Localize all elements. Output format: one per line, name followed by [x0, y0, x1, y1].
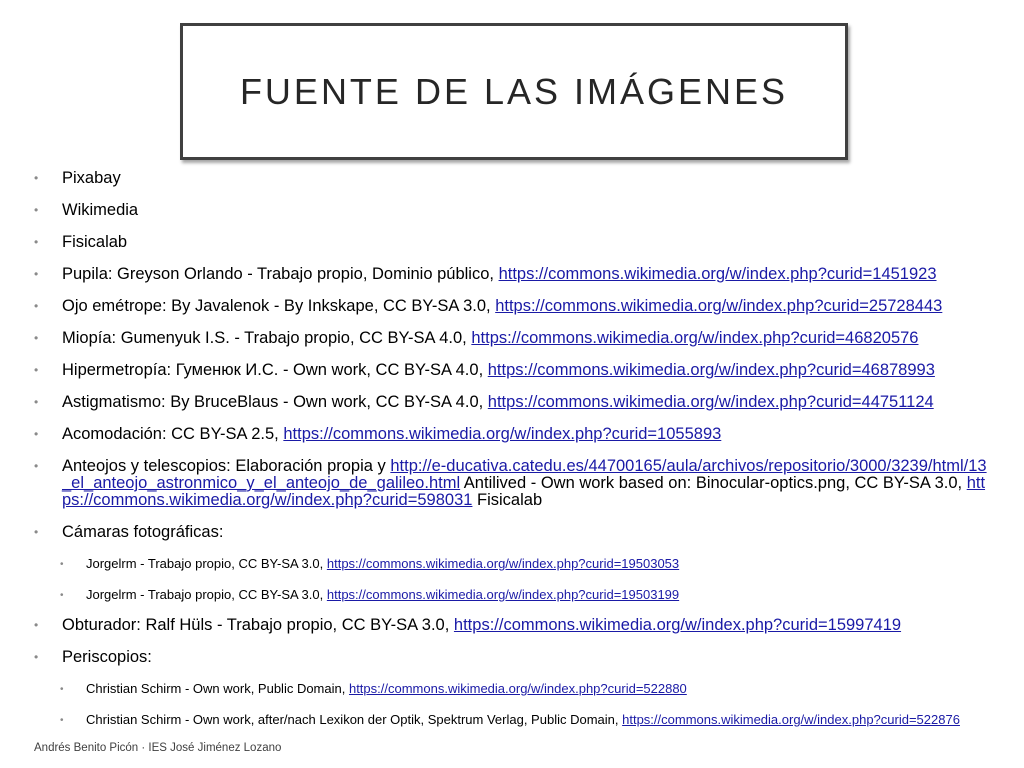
source-link[interactable]: https://commons.wikimedia.org/w/index.php?curid=25728443: [495, 297, 943, 315]
bullet-icon: •: [60, 684, 64, 695]
source-link[interactable]: https://commons.wikimedia.org/w/index.php?curid=46878993: [487, 361, 935, 379]
item-text: Anteojos y telescopios: Elaboración propia y: [62, 457, 391, 475]
item-text: Christian Schirm - Own work, Public Domain,: [86, 681, 349, 696]
item-text: Wikimedia: [62, 201, 139, 219]
bullet-icon: •: [34, 618, 39, 632]
item-text: Pupila: Greyson Orlando - Trabajo propio, Dominio público,: [62, 265, 499, 283]
item-text: Obturador: Ralf Hüls - Trabajo propio, CC BY-SA 3.0,: [62, 616, 454, 634]
bullet-icon: •: [34, 650, 39, 664]
item-text: Christian Schirm - Own work, after/nach Lexikon der Optik, Spektrum Verlag, Public Domain,: [86, 712, 623, 727]
bullet-icon: •: [34, 235, 39, 249]
source-link[interactable]: https://commons.wikimedia.org/w/index.php?curid=44751124: [487, 393, 934, 411]
item-text: Hipermetropía: Гуменюк И.С. - Own work, CC BY-SA 4.0,: [62, 361, 488, 379]
item-text: Jorgelrm - Trabajo propio, CC BY-SA 3.0,: [86, 556, 327, 571]
bullet-icon: •: [60, 559, 64, 570]
item-text: Periscopios:: [62, 648, 152, 666]
bullet-icon: •: [34, 171, 39, 185]
bullet-icon: •: [34, 363, 39, 377]
item-text: Antilived - Own work based on: Binocular-optics.png, CC BY-SA 3.0,: [460, 474, 967, 492]
item-text: Jorgelrm - Trabajo propio, CC BY-SA 3.0,: [86, 587, 327, 602]
item-text: Acomodación: CC BY-SA 2.5,: [62, 425, 284, 443]
item-text: Astigmatismo: By BruceBlaus - Own work, CC BY-SA 4.0,: [62, 393, 488, 411]
list-item: [34, 298, 994, 315]
sub-list-item: [60, 555, 994, 572]
item-text: Fisicalab: [472, 491, 543, 509]
bullet-list: [34, 170, 994, 742]
bullet-icon: •: [60, 590, 64, 601]
source-link[interactable]: https://commons.wikimedia.org/w/index.php?curid=19503053: [326, 556, 680, 571]
item-text: Fisicalab: [62, 233, 128, 251]
source-link[interactable]: https://commons.wikimedia.org/w/index.php?curid=19503199: [326, 587, 680, 602]
title-box: [180, 23, 848, 160]
source-link[interactable]: https://commons.wikimedia.org/w/index.php?curid=1055893: [283, 425, 722, 443]
item-text: Miopía: Gumenyuk I.S. - Trabajo propio, CC BY-SA 4.0,: [62, 329, 472, 347]
source-link[interactable]: https://commons.wikimedia.org/w/index.php?curid=522880: [348, 681, 687, 696]
footer-credit: Andrés Benito Picón · IES José Jiménez Lozano: [34, 742, 282, 754]
item-text: Pixabay: [62, 169, 121, 187]
source-link[interactable]: http://e-ducativa.catedu.es/44700165/aula/archivos/repositorio/3000/3239/html/13_el_anteojo_astronmico_y_el_anteojo_de_galileo.html: [62, 457, 987, 492]
list-item-anteojos: [34, 458, 994, 509]
list-item: [34, 426, 994, 443]
bullet-icon: •: [34, 203, 39, 217]
list-item: [34, 362, 994, 379]
list-item-obturador: [34, 617, 994, 634]
sub-list-item: [60, 711, 994, 728]
source-link[interactable]: https://commons.wikimedia.org/w/index.php?curid=1451923: [498, 265, 937, 283]
list-item: [34, 394, 994, 411]
bullet-icon: •: [34, 395, 39, 409]
bullet-icon: •: [60, 715, 64, 726]
list-item: [34, 266, 994, 283]
page-title: FUENTE DE LAS IMÁGENES: [239, 70, 789, 112]
bullet-icon: •: [34, 331, 39, 345]
list-item-camaras: [34, 524, 994, 541]
source-link[interactable]: https://commons.wikimedia.org/w/index.php?curid=15997419: [453, 616, 902, 634]
bullet-icon: •: [34, 267, 39, 281]
bullet-icon: •: [34, 427, 39, 441]
source-link[interactable]: https://commons.wikimedia.org/w/index.php?curid=522876: [622, 712, 960, 727]
list-item: [34, 234, 994, 251]
list-item: [34, 330, 994, 347]
sub-list-item: [60, 586, 994, 603]
list-item-periscopios: [34, 649, 994, 666]
list-item: [34, 170, 994, 187]
bullet-icon: •: [34, 525, 39, 539]
item-text: Ojo emétrope: By Javalenok - By Inkskape, CC BY-SA 3.0,: [62, 297, 496, 315]
sub-list-item: [60, 680, 994, 697]
bullet-icon: •: [34, 459, 39, 473]
source-link[interactable]: https://commons.wikimedia.org/w/index.php?curid=598031: [62, 474, 986, 509]
item-text: Cámaras fotográficas:: [62, 523, 224, 541]
bullet-icon: •: [34, 299, 39, 313]
source-link[interactable]: https://commons.wikimedia.org/w/index.php?curid=46820576: [471, 329, 919, 347]
list-item: [34, 202, 994, 219]
